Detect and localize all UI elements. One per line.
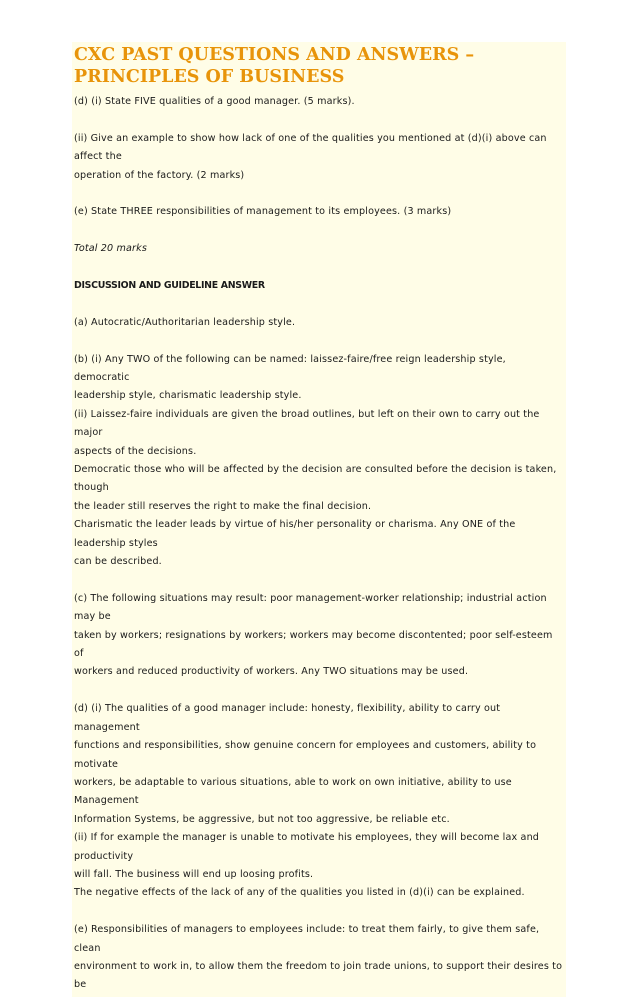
answer-b-line-5: Democratic those who will be affected by the decision are consulted before the decision is taken, though: [74, 464, 557, 494]
answer-b-line-4: aspects of the decisions.: [74, 445, 197, 457]
question-d-ii-line-2: operation of the factory. (2 marks): [74, 169, 245, 181]
question-d-i: (d) (i) State FIVE qualities of a good manager. (5 marks).: [74, 96, 355, 107]
answer-c-line-3: workers and reduced productivity of workers. Any TWO situations may be used.: [74, 666, 469, 678]
answer-b-line-1: (b) (i) Any TWO of the following can be named: laissez-faire/free reign leadership style, democratic: [74, 353, 506, 383]
answer-d-line-4: Information Systems, be aggressive, but not too aggressive, be reliable etc.: [74, 813, 450, 825]
answer-d-line-7: The negative effects of the lack of any of the qualities you listed in (d)(i) can be explained.: [74, 887, 525, 899]
title-block: [72, 42, 566, 89]
answer-d-line-5: (ii) If for example the manager is unable to motivate his employees, they will become lax and productivity: [74, 832, 540, 862]
total-marks: Total 20 marks: [74, 243, 147, 255]
question-d-ii-line-1: (ii) Give an example to show how lack of one of the qualities you mentioned at (d)(i) above can affect the: [74, 132, 547, 163]
answer-d-line-3: workers, be adaptable to various situations, able to work on own initiative, ability to use Management: [74, 776, 512, 807]
answer-e-line-1: (e) Responsibilities of managers to employees include: to treat them fairly, to give them safe, clean: [74, 924, 540, 954]
document-title-line-2: PRINCIPLES OF BUSINESS: [74, 67, 345, 87]
answer-c-line-2: taken by workers; resignations by workers; workers may become discontented; poor self-esteem of: [74, 629, 553, 660]
answer-b-line-7: Charismatic the leader leads by virtue of his/her personality or charisma. Any ONE of the leadership styles: [74, 519, 516, 549]
answer-b-line-2: leadership style, charismatic leadership style.: [74, 390, 302, 402]
answer-c-line-1: (c) The following situations may result: poor management-worker relationship; industrial action may be: [74, 592, 547, 623]
answer-d-line-1: (d) (i) The qualities of a good manager include: honesty, flexibility, ability to carry out management: [74, 703, 501, 733]
document-page: [72, 42, 566, 997]
discussion-heading: DISCUSSION AND GUIDELINE ANSWER: [74, 280, 265, 291]
document-title-line-1: CXC PAST QUESTIONS AND ANSWERS –: [74, 45, 475, 65]
answer-b-line-8: can be described.: [74, 556, 162, 568]
answer-d-line-2: functions and responsibilities, show genuine concern for employees and customers, ability to motivate: [74, 740, 537, 770]
answer-b-line-6: the leader still reserves the right to make the final decision.: [74, 500, 372, 512]
answer-b-line-3: (ii) Laissez-faire individuals are given the broad outlines, but left on their own to carry out the major: [74, 408, 540, 439]
answer-d-line-6: will fall. The business will end up loosing profits.: [74, 868, 314, 880]
question-e: (e) State THREE responsibilities of management to its employees. (3 marks): [74, 206, 452, 218]
answer-a: (a) Autocratic/Authoritarian leadership style.: [74, 316, 296, 328]
answer-e-line-2: environment to work in, to allow them the freedom to join trade unions, to support their desires to be: [74, 960, 563, 991]
document-body: [72, 89, 566, 997]
